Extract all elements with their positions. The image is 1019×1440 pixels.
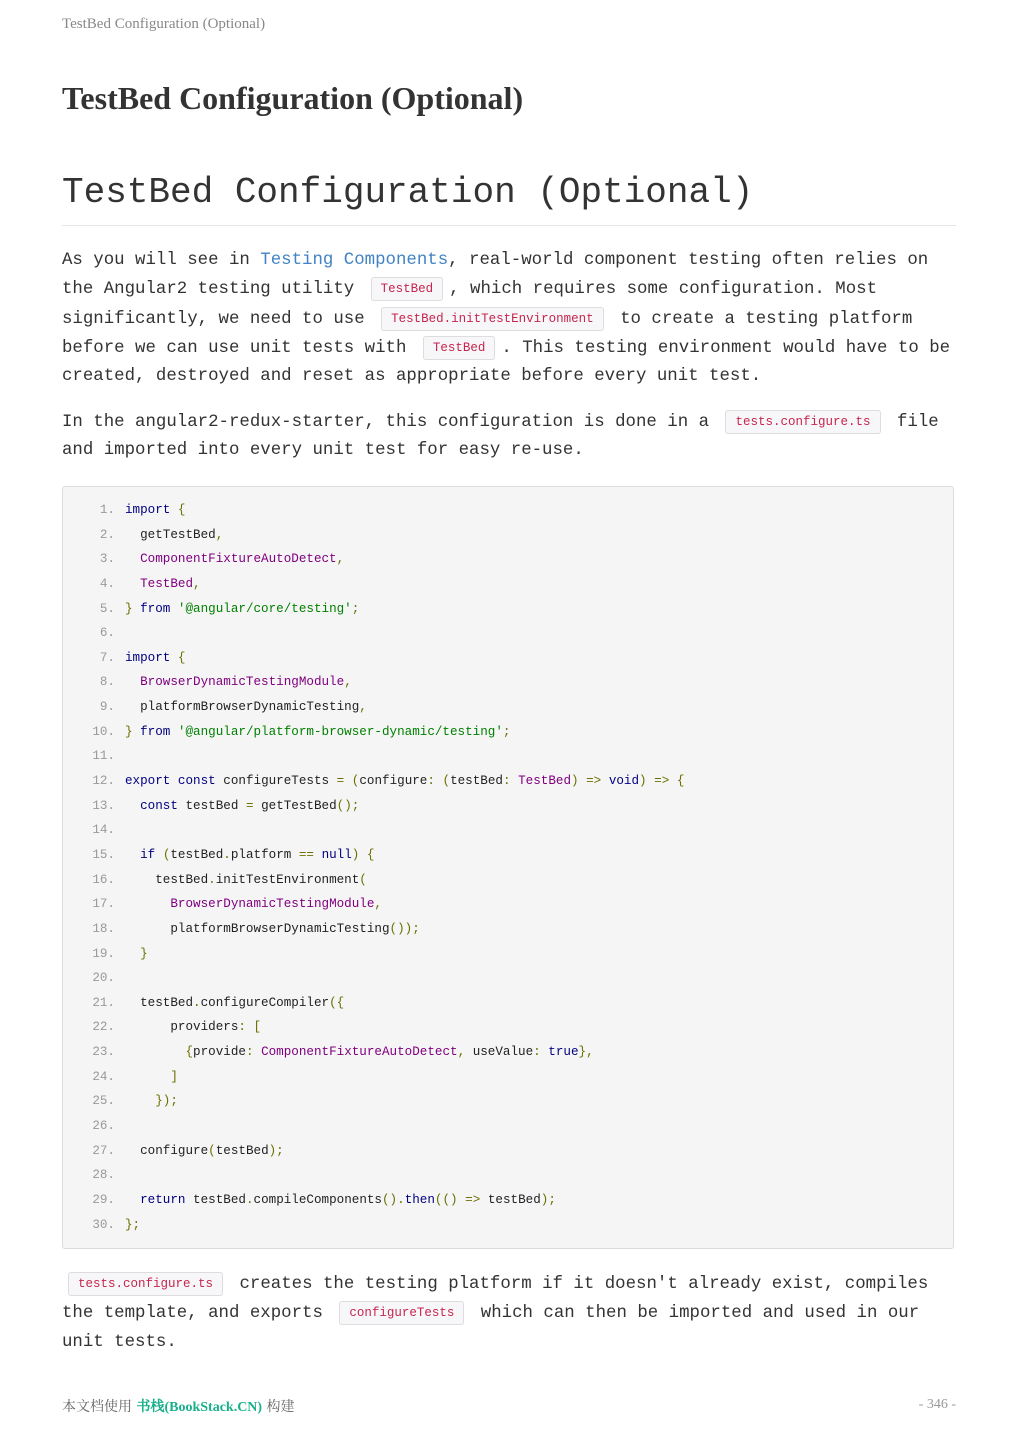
code-text: const testBed = getTestBed(); bbox=[140, 798, 360, 813]
code-line bbox=[63, 621, 953, 646]
line-number: 17. bbox=[92, 897, 115, 912]
code-text: }); bbox=[155, 1094, 178, 1109]
code-text: BrowserDynamicTestingModule, bbox=[140, 675, 352, 690]
code-line bbox=[63, 523, 953, 548]
line-number: 22. bbox=[92, 1020, 115, 1035]
line-number: 1. bbox=[99, 503, 115, 517]
code-line bbox=[63, 720, 953, 745]
inline-code: TestBed.initTestEnvironment bbox=[381, 307, 604, 331]
line-number: 10. bbox=[92, 724, 115, 739]
code-line bbox=[63, 1040, 953, 1065]
brand-latin: (BookStack.CN) bbox=[164, 1400, 263, 1415]
inline-code: configureTests bbox=[339, 1301, 464, 1325]
page-title: TestBed Configuration (Optional) bbox=[62, 80, 524, 116]
text-span: As you will see in bbox=[62, 251, 261, 270]
line-number: 15. bbox=[92, 847, 115, 862]
text-span: file and imported into every unit test for easy re-use. bbox=[62, 413, 939, 461]
line-number: 30. bbox=[92, 1217, 115, 1232]
line-number: 27. bbox=[92, 1143, 115, 1158]
code-lines bbox=[63, 498, 953, 1237]
code-line bbox=[63, 572, 953, 597]
code-block bbox=[62, 486, 954, 1249]
code-line bbox=[63, 1015, 953, 1040]
code-line bbox=[63, 670, 953, 695]
code-line bbox=[63, 769, 953, 794]
code-text: platformBrowserDynamicTesting, bbox=[140, 700, 367, 715]
line-number: 4. bbox=[99, 576, 115, 591]
code-line bbox=[63, 818, 953, 843]
section-title: TestBed Configuration (Optional) bbox=[62, 172, 956, 226]
code-text: }; bbox=[125, 1217, 141, 1232]
line-number: 24. bbox=[92, 1069, 115, 1084]
code-line bbox=[63, 1188, 953, 1213]
code-line bbox=[63, 1065, 953, 1090]
code-text: BrowserDynamicTestingModule, bbox=[170, 897, 382, 912]
code-text: } from '@angular/core/testing'; bbox=[125, 601, 360, 616]
code-line bbox=[63, 966, 953, 991]
line-number: 6. bbox=[99, 626, 115, 641]
code-text: getTestBed, bbox=[140, 527, 224, 542]
bookstack-link[interactable] bbox=[136, 1400, 262, 1415]
inline-code: TestBed bbox=[423, 336, 496, 360]
text-span: In the angular2-redux-starter, this configuration is done in a bbox=[62, 413, 720, 432]
code-text: providers: [ bbox=[170, 1020, 262, 1035]
text-span: creates the testing platform if it doesn't already exist, compiles the template, and exports bbox=[62, 1275, 929, 1324]
code-line bbox=[63, 991, 953, 1016]
testing-components-link[interactable]: Testing Components bbox=[260, 251, 449, 270]
code-line bbox=[63, 646, 953, 671]
line-number: 2. bbox=[99, 527, 115, 542]
code-text: ComponentFixtureAutoDetect, bbox=[140, 552, 345, 567]
line-number: 23. bbox=[92, 1045, 115, 1060]
line-number: 18. bbox=[92, 921, 115, 936]
code-line bbox=[63, 794, 953, 819]
line-number: 11. bbox=[92, 749, 115, 764]
line-number: 29. bbox=[92, 1192, 115, 1207]
line-number: 5. bbox=[99, 601, 115, 616]
line-number: 14. bbox=[92, 823, 115, 838]
code-line bbox=[63, 843, 953, 868]
text-span: , which requires some configuration. Most significantly, we need to use bbox=[62, 280, 878, 329]
code-line bbox=[63, 695, 953, 720]
code-text: ] bbox=[170, 1069, 178, 1084]
code-text: return testBed.compileComponents().then(() => testBed); bbox=[140, 1192, 556, 1207]
line-number: 16. bbox=[92, 872, 115, 887]
line-number: 3. bbox=[99, 552, 115, 567]
code-text: } bbox=[140, 946, 148, 961]
code-line bbox=[63, 942, 953, 967]
code-line bbox=[63, 744, 953, 769]
code-line bbox=[63, 1213, 953, 1238]
code-text: import { bbox=[125, 503, 186, 517]
text-span: which can then be imported and used in our unit tests. bbox=[62, 1304, 920, 1352]
inline-code: tests.configure.ts bbox=[68, 1272, 223, 1296]
line-number: 26. bbox=[92, 1119, 115, 1134]
code-line bbox=[63, 917, 953, 942]
code-text: testBed.initTestEnvironment( bbox=[155, 872, 367, 887]
code-line bbox=[63, 868, 953, 893]
line-number: 12. bbox=[92, 774, 115, 789]
code-text: configure(testBed); bbox=[140, 1143, 284, 1158]
line-number: 25. bbox=[92, 1094, 115, 1109]
footer-credit bbox=[62, 1396, 295, 1416]
intro-paragraph bbox=[62, 247, 962, 391]
code-line bbox=[63, 547, 953, 572]
line-number: 7. bbox=[99, 650, 115, 665]
line-number: 28. bbox=[92, 1168, 115, 1183]
code-text: import { bbox=[125, 650, 186, 665]
footer-suffix: 构建 bbox=[262, 1399, 295, 1415]
code-line bbox=[63, 597, 953, 622]
code-line bbox=[63, 1114, 953, 1139]
page-number: - 346 - bbox=[918, 1397, 956, 1412]
summary-paragraph bbox=[62, 1270, 962, 1357]
line-number: 19. bbox=[92, 946, 115, 961]
code-text: platformBrowserDynamicTesting()); bbox=[170, 921, 420, 936]
brand-cjk: 书栈 bbox=[136, 1399, 165, 1415]
line-number: 8. bbox=[99, 675, 115, 690]
inline-code: TestBed bbox=[371, 277, 444, 301]
code-text: } from '@angular/platform-browser-dynamic/testing'; bbox=[125, 724, 511, 739]
line-number: 9. bbox=[99, 700, 115, 715]
code-line bbox=[63, 1163, 953, 1188]
code-line bbox=[63, 1089, 953, 1114]
code-line bbox=[63, 892, 953, 917]
config-paragraph bbox=[62, 408, 962, 466]
line-number: 13. bbox=[92, 798, 115, 813]
code-text: {provide: ComponentFixtureAutoDetect, useValue: true}, bbox=[185, 1045, 594, 1060]
inline-code: tests.configure.ts bbox=[725, 410, 880, 434]
running-header: TestBed Configuration (Optional) bbox=[62, 16, 266, 32]
line-number: 21. bbox=[92, 995, 115, 1010]
text-span: , real-world component testing often relies on the Angular2 testing utility bbox=[62, 251, 929, 300]
code-line bbox=[63, 1139, 953, 1164]
code-line bbox=[63, 498, 953, 523]
line-number: 20. bbox=[92, 971, 115, 986]
code-text: TestBed, bbox=[140, 576, 201, 591]
code-text: testBed.configureCompiler({ bbox=[140, 995, 345, 1010]
footer-prefix: 本文档使用 bbox=[62, 1399, 137, 1415]
text-span: to create a testing platform before we can use unit tests with bbox=[62, 309, 913, 358]
code-text: if (testBed.platform == null) { bbox=[140, 847, 375, 862]
code-text: export const configureTests = (configure: (testBed: TestBed) => void) => { bbox=[125, 774, 685, 789]
text-span: . This testing environment would have to be created, destroyed and reset as appropriate before every unit test. bbox=[62, 338, 951, 387]
